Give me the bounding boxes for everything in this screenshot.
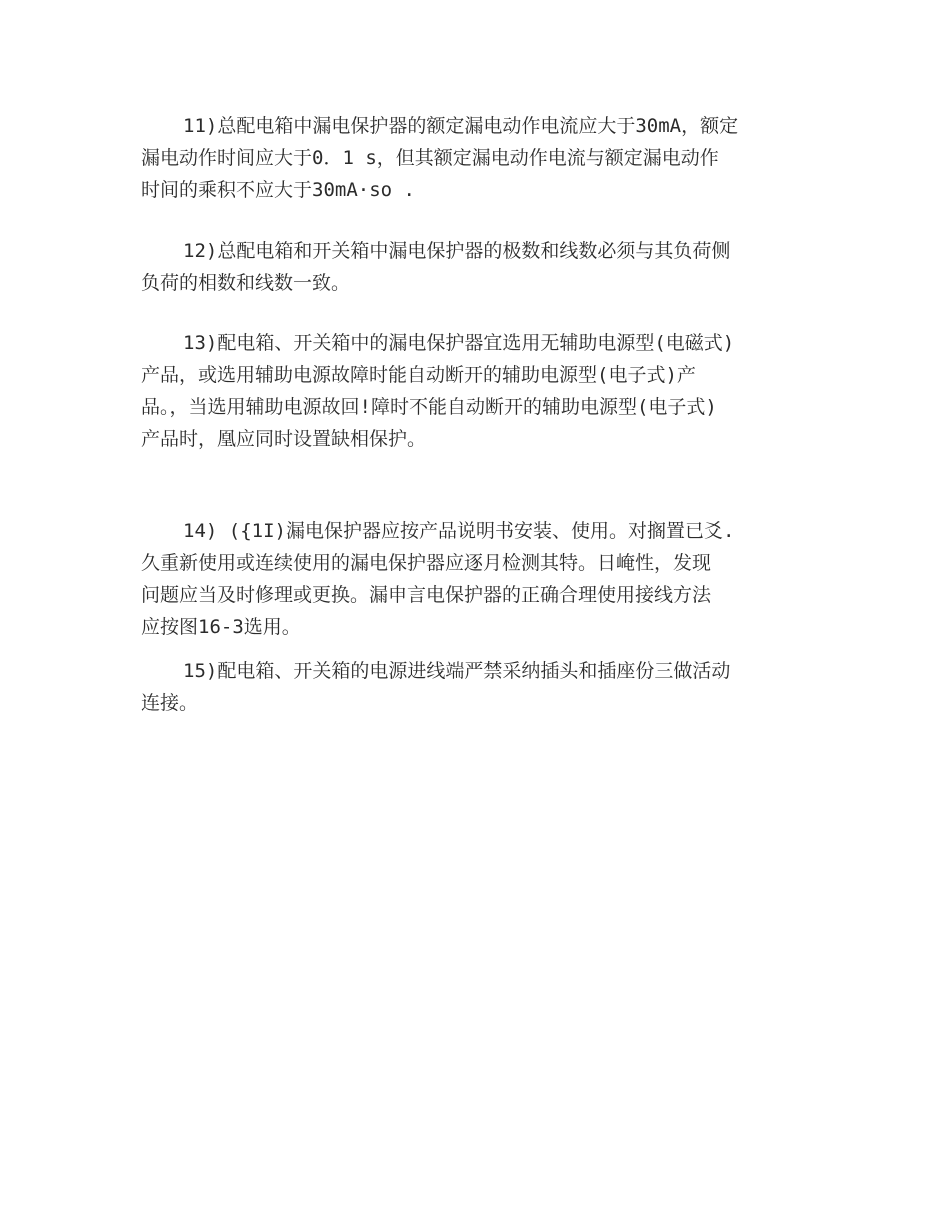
paragraph-line: 11)总配电箱中漏电保护器的额定漏电动作电流应大于30mA，额定 — [183, 115, 739, 137]
paragraph-line: 时间的乘积不应大于30mA·so . — [141, 179, 415, 201]
paragraph-line: 连接。 — [141, 692, 199, 714]
paragraph-14 — [141, 515, 813, 643]
paragraph-11 — [141, 110, 813, 206]
paragraph-line: 15)配电箱、开关箱的电源进线端严禁采纳插头和插座份三做活动 — [183, 660, 731, 682]
paragraph-line: 14) ({1I)漏电保护器应按产品说明书安装、使用。对搁置已爻. — [183, 520, 735, 542]
paragraph-15 — [141, 655, 813, 719]
paragraph-13 — [141, 327, 813, 455]
paragraph-line: 负荷的相数和线数一致。 — [141, 272, 351, 294]
paragraph-line: 久重新使用或连续使用的漏电保护器应逐月检测其特。日崦性，发现 — [141, 552, 712, 574]
paragraph-line: 漏电动作时间应大于0．1 s，但其额定漏电动作电流与额定漏电动作 — [141, 147, 719, 169]
paragraph-line: 产品时，凰应同时设置缺相保护。 — [141, 428, 427, 450]
paragraph-line: 品。，当选用辅助电源故回!障时不能自动断开的辅助电源型(电子式) — [141, 396, 717, 418]
paragraph-line: 应按图16-3选用。 — [141, 616, 301, 638]
paragraph-line: 12)总配电箱和开关箱中漏电保护器的极数和线数必须与其负荷侧 — [183, 240, 731, 262]
paragraph-line: 13)配电箱、开关箱中的漏电保护器宜选用无辅助电源型(电磁式) — [183, 332, 735, 354]
paragraph-line: 产品，或选用辅助电源故障时能自动断开的辅助电源型(电子式)产 — [141, 364, 696, 386]
paragraph-line: 问题应当及时修理或更换。漏申言电保护器的正确合理使用接线方法 — [141, 584, 712, 606]
paragraph-12 — [141, 235, 813, 299]
